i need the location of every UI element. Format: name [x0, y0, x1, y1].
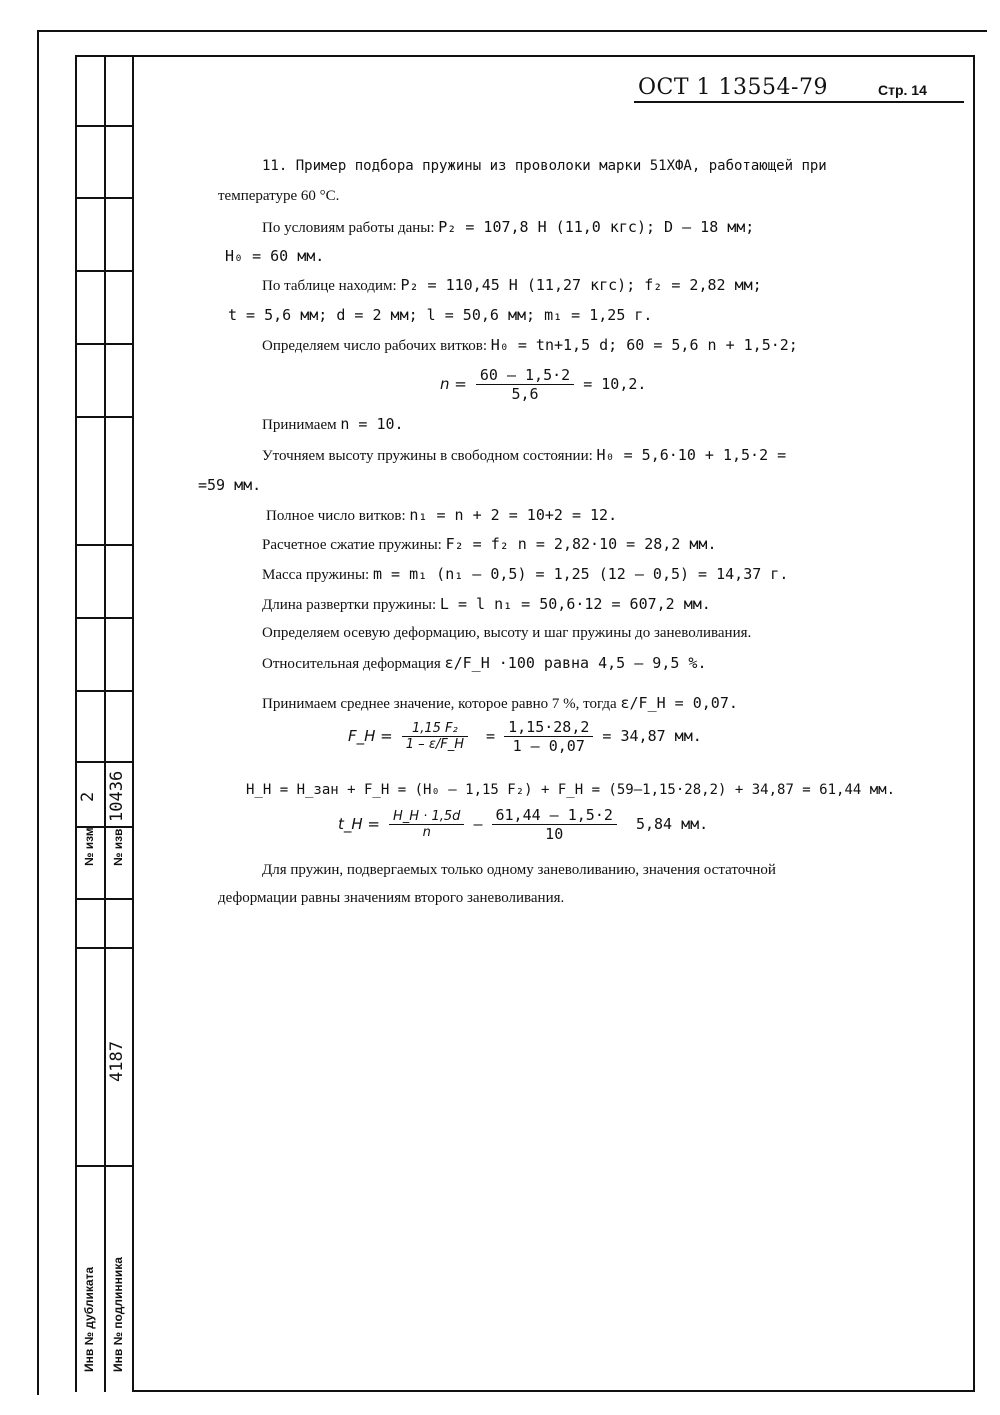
- formula-th-numerator-2: 61,44 – 1,5·2: [492, 806, 617, 825]
- p13-text: Принимаем среднее значение, которое равно 7 %, тогда: [262, 696, 617, 712]
- p3-line-a: [262, 276, 762, 295]
- formula-fh-fraction-2: [504, 718, 593, 755]
- p4-text: Определяем число рабочих витков:: [262, 338, 488, 354]
- p11-line: Определяем осевую деформацию, высоту и шаг пружины до заневоливания.: [262, 625, 752, 641]
- p10-expr: L = l n₁ = 50,6·12 = 607,2 мм.: [439, 595, 711, 613]
- formula-n-numerator: 60 – 1,5·2: [476, 366, 574, 385]
- p12-text: Относительная деформация: [262, 656, 441, 672]
- formula-th-numerator: H_H · 1,5d: [389, 809, 464, 825]
- formula-th-minus: –: [473, 815, 483, 833]
- izm-label: № изм: [82, 827, 96, 866]
- p14-line-a: Для пружин, подвергаемых только одному заневоливанию, значения остаточной: [262, 862, 776, 878]
- p8-text: Расчетное сжатие пружины:: [262, 537, 442, 553]
- p6-line-b: =59 мм.: [198, 476, 262, 494]
- side-tick: [75, 125, 133, 127]
- formula-n-denominator: 5,6: [511, 385, 539, 403]
- izv-label: № изв: [111, 828, 125, 866]
- p5-expr: n = 10.: [340, 415, 404, 433]
- izm-value: 2: [78, 791, 98, 802]
- p7-line: [266, 506, 617, 525]
- p1-line-a: 11. Пример подбора пружины из проволоки марки 51ХФА, работающей при: [262, 158, 827, 174]
- formula-fh-denominator: 1 – ε/F_H: [405, 737, 464, 752]
- side-column-top: [75, 55, 133, 57]
- p2-line-a: [262, 218, 754, 237]
- p7-expr: n₁ = n + 2 = 10+2 = 12.: [409, 506, 618, 524]
- side-tick: [75, 270, 133, 272]
- p6-line-a: [262, 446, 786, 465]
- side-tick: [75, 197, 133, 199]
- p10-line: [262, 595, 711, 614]
- formula-fh-fraction: [402, 721, 468, 752]
- p9-expr: m = m₁ (n₁ – 0,5) = 1,25 (12 – 0,5) = 14,37 г.: [372, 565, 789, 583]
- side-column-divider: [104, 55, 106, 1392]
- p2-text: По условиям работы даны:: [262, 220, 435, 236]
- p1-line-b: температуре 60 °С.: [218, 188, 340, 204]
- p5-text: Принимаем: [262, 417, 337, 433]
- formula-fh-numerator: 1,15 F₂: [402, 721, 468, 737]
- side-tick: [75, 416, 133, 418]
- p9-line: [262, 565, 788, 584]
- inv-podl-label: Инв № подлинника: [111, 1257, 125, 1372]
- formula-th-denominator-2: 10: [545, 825, 564, 843]
- p10-text: Длина развертки пружины:: [262, 597, 437, 613]
- formula-n-fraction: [476, 366, 574, 403]
- formula-hh: H_H = H_зан + F_H = (H₀ – 1,15 F₂) + F_H = (59–1,15·28,2) + 34,87 = 61,44 мм.: [246, 782, 896, 798]
- formula-fh-denominator-2: 1 – 0,07: [512, 737, 585, 755]
- side-tick: [75, 617, 133, 619]
- inv-podl-value: 4187: [107, 1041, 127, 1082]
- doc-code: ОСТ 1 13554-79: [638, 75, 828, 100]
- formula-th-result: 5,84 мм.: [635, 815, 709, 833]
- formula-fh-lhs: F_H =: [348, 727, 393, 745]
- side-tick: [75, 690, 133, 692]
- side-tick: [75, 761, 133, 763]
- izv-value: 10436: [107, 770, 127, 822]
- p6-text: Уточняем высоту пружины в свободном состоянии:: [262, 448, 593, 464]
- p3-expr: P₂ = 110,45 Н (11,27 кгс); f₂ = 2,82 мм;: [400, 276, 762, 294]
- formula-th: [338, 806, 708, 843]
- formula-fh-result: = 34,87 мм.: [602, 727, 702, 745]
- p4-line-a: [262, 336, 798, 355]
- p12-expr: ε/F_H ·100 равна 4,5 – 9,5 %.: [444, 654, 707, 672]
- p9-text: Масса пружины:: [262, 567, 370, 583]
- formula-th-fraction: [389, 809, 464, 840]
- side-tick: [75, 544, 133, 546]
- p13-expr: ε/F_H = 0,07.: [620, 694, 738, 712]
- p2-expr: P₂ = 107,8 Н (11,0 кгс); D – 18 мм;: [438, 218, 755, 236]
- page-label: Стр. 14: [878, 82, 927, 98]
- formula-th-fraction-2: [492, 806, 617, 843]
- formula-fh-eq: =: [477, 727, 496, 745]
- formula-n: [440, 366, 646, 403]
- formula-fh: [348, 718, 702, 755]
- side-tick: [75, 343, 133, 345]
- p4-expr: H₀ = tn+1,5 d; 60 = 5,6 n + 1,5·2;: [490, 336, 798, 354]
- p12-line: [262, 654, 706, 673]
- formula-fh-numerator-2: 1,15·28,2: [504, 718, 593, 737]
- p6-expr: H₀ = 5,6·10 + 1,5·2 =: [596, 446, 787, 464]
- header-rule: [634, 101, 964, 103]
- side-tick: [75, 1165, 133, 1167]
- p5-line: [262, 415, 404, 434]
- formula-n-result: = 10,2.: [583, 375, 647, 393]
- side-tick: [75, 947, 133, 949]
- formula-th-lhs: t_H =: [338, 815, 380, 833]
- p2-line-b: H₀ = 60 мм.: [225, 247, 325, 265]
- formula-n-lhs: n =: [440, 375, 467, 393]
- p8-line: [262, 535, 717, 554]
- p3-line-b: t = 5,6 мм; d = 2 мм; l = 50,6 мм; m₁ = 1,25 г.: [228, 306, 653, 324]
- side-column-left-border: [75, 55, 77, 1392]
- p3-text: По таблице находим:: [262, 278, 397, 294]
- p14-line-b: деформации равны значениям второго заневоливания.: [218, 890, 565, 906]
- p8-expr: F₂ = f₂ n = 2,82·10 = 28,2 мм.: [445, 535, 717, 553]
- p7-text: Полное число витков:: [266, 508, 406, 524]
- formula-th-denominator: n: [422, 825, 431, 840]
- inv-dubl-label: Инв № дубликата: [82, 1266, 96, 1372]
- side-tick: [75, 898, 133, 900]
- p13-line: [262, 694, 738, 713]
